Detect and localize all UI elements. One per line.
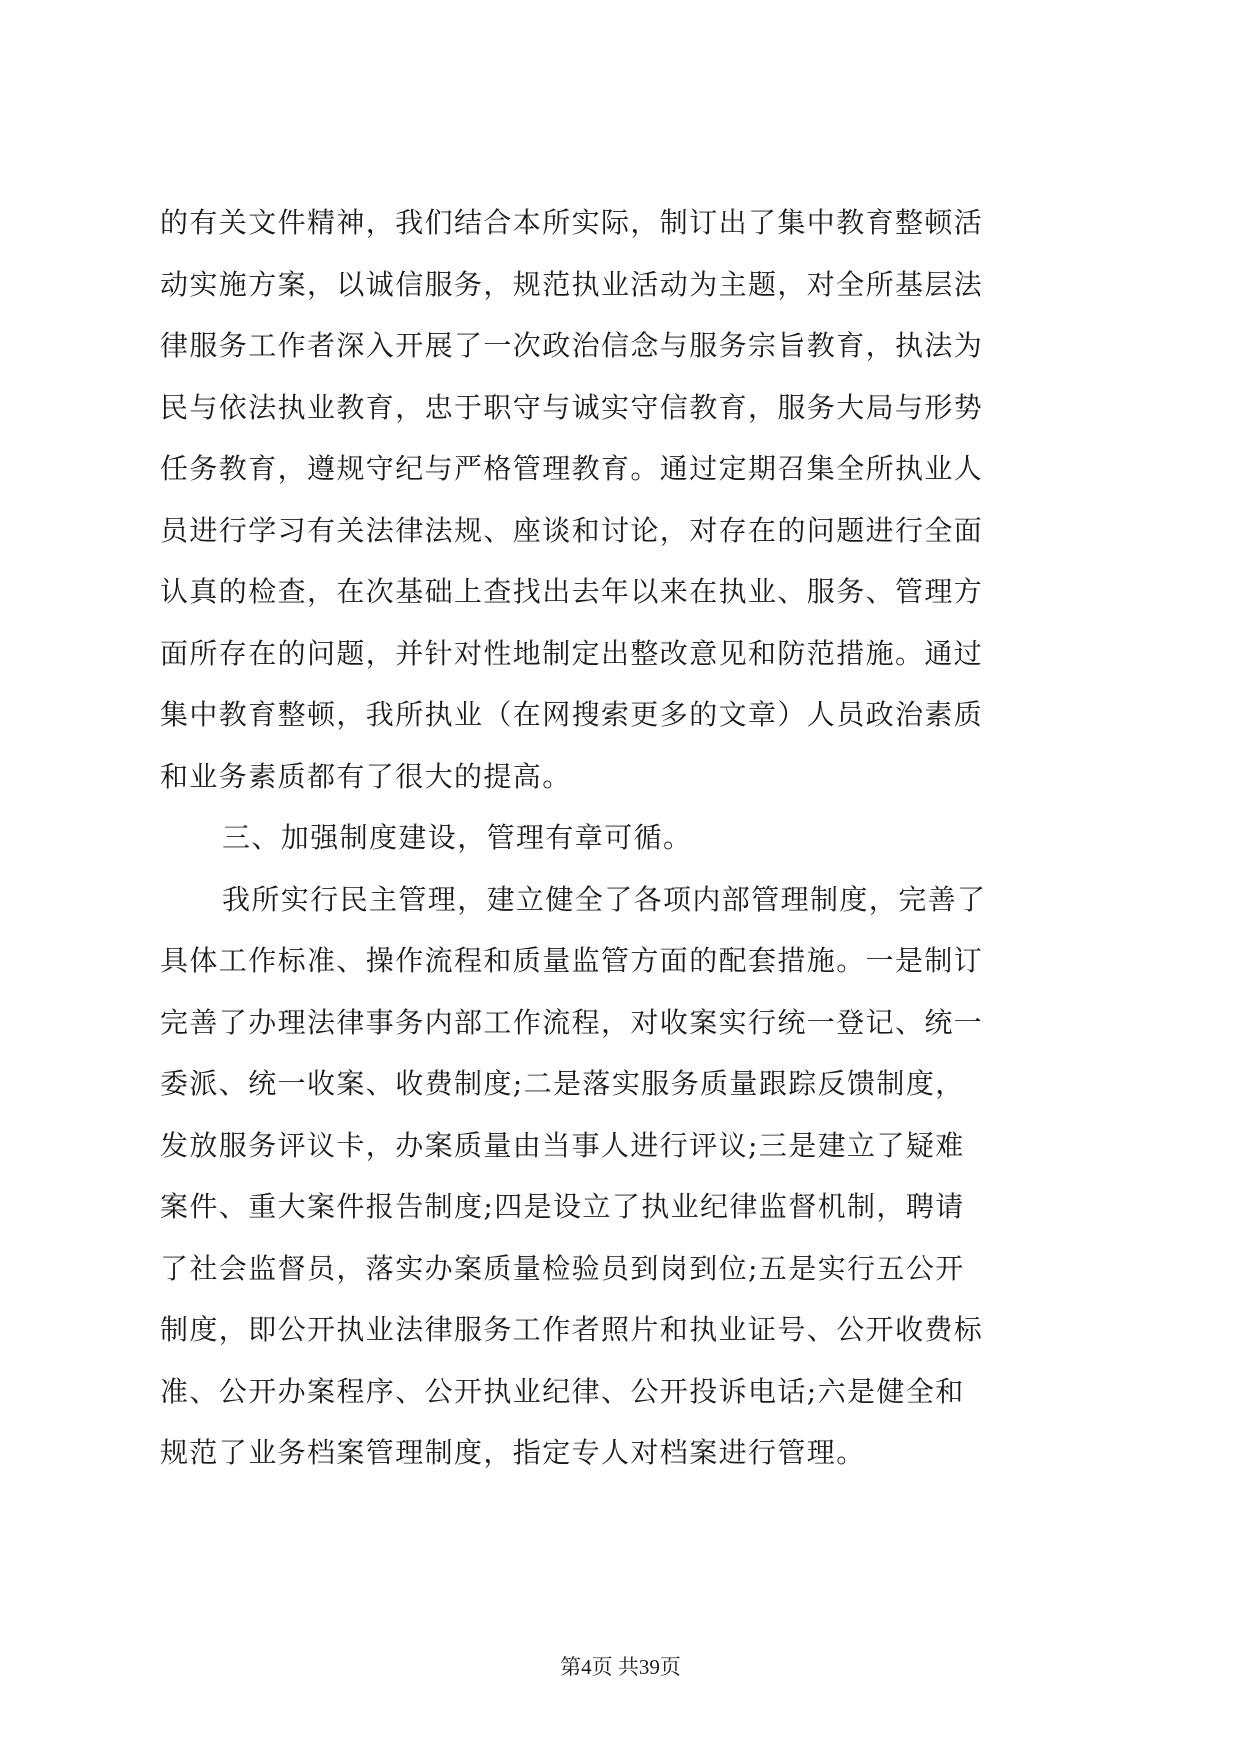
paragraph-1-line-8: 面所存在的问题，并针对性地制定出整改意见和防范措施。通过	[160, 636, 984, 670]
paragraph-2-line-10: 规范了业务档案管理制度，指定专人对档案进行管理。	[160, 1436, 866, 1469]
paragraph-1-line-9: 集中教育整顿，我所执业（在网搜索更多的文章）人员政治素质	[160, 698, 984, 731]
page-number-footer: 第4页 共39页	[560, 1655, 681, 1679]
paragraph-1-line-10: 和业务素质都有了很大的提高。	[160, 759, 572, 793]
paragraph-2-line-7: 了社会监督员，落实办案质量检验员到岗到位;五是实行五公开	[160, 1251, 965, 1285]
paragraph-1-line-7: 认真的检查，在次基础上查找出去年以来在执业、服务、管理方	[160, 575, 984, 608]
paragraph-2-line-8: 制度，即公开执业法律服务工作者照片和执业证号、公开收费标	[160, 1313, 984, 1346]
paragraph-2-line-4: 委派、统一收案、收费制度;二是落实服务质量跟踪反馈制度，	[160, 1067, 965, 1100]
paragraph-1-line-4: 民与依法执业教育，忠于职守与诚实守信教育，服务大局与形势	[160, 390, 984, 424]
paragraph-1-line-1: 的有关文件精神，我们结合本所实际，制订出了集中教育整顿活	[160, 206, 984, 239]
paragraph-2-line-9: 准、公开办案程序、公开执业纪律、公开投诉电话;六是健全和	[160, 1374, 965, 1408]
paragraph-1-line-3: 律服务工作者深入开展了一次政治信念与服务宗旨教育，执法为	[160, 329, 984, 362]
paragraph-2-line-2: 具体工作标准、操作流程和质量监管方面的配套措施。一是制订	[160, 944, 984, 977]
paragraph-2-line-5: 发放服务评议卡，办案质量由当事人进行评议;三是建立了疑难	[160, 1128, 965, 1162]
section-heading: 三、加强制度建设，管理有章可循。	[222, 821, 693, 854]
paragraph-2-line-6: 案件、重大案件报告制度;四是设立了执业纪律监督机制，聘请	[160, 1190, 965, 1223]
paragraph-1-line-6: 员进行学习有关法律法规、座谈和讨论，对存在的问题进行全面	[160, 513, 984, 547]
paragraph-1-line-2: 动实施方案，以诚信服务，规范执业活动为主题，对全所基层法	[160, 267, 984, 301]
paragraph-1-line-5: 任务教育，遵规守纪与严格管理教育。通过定期召集全所执业人	[160, 452, 984, 485]
document-body	[160, 192, 1080, 1484]
paragraph-2-line-3: 完善了办理法律事务内部工作流程，对收案实行统一登记、统一	[160, 1005, 984, 1039]
paragraph-2-line-1: 我所实行民主管理，建立健全了各项内部管理制度，完善了	[222, 882, 987, 916]
